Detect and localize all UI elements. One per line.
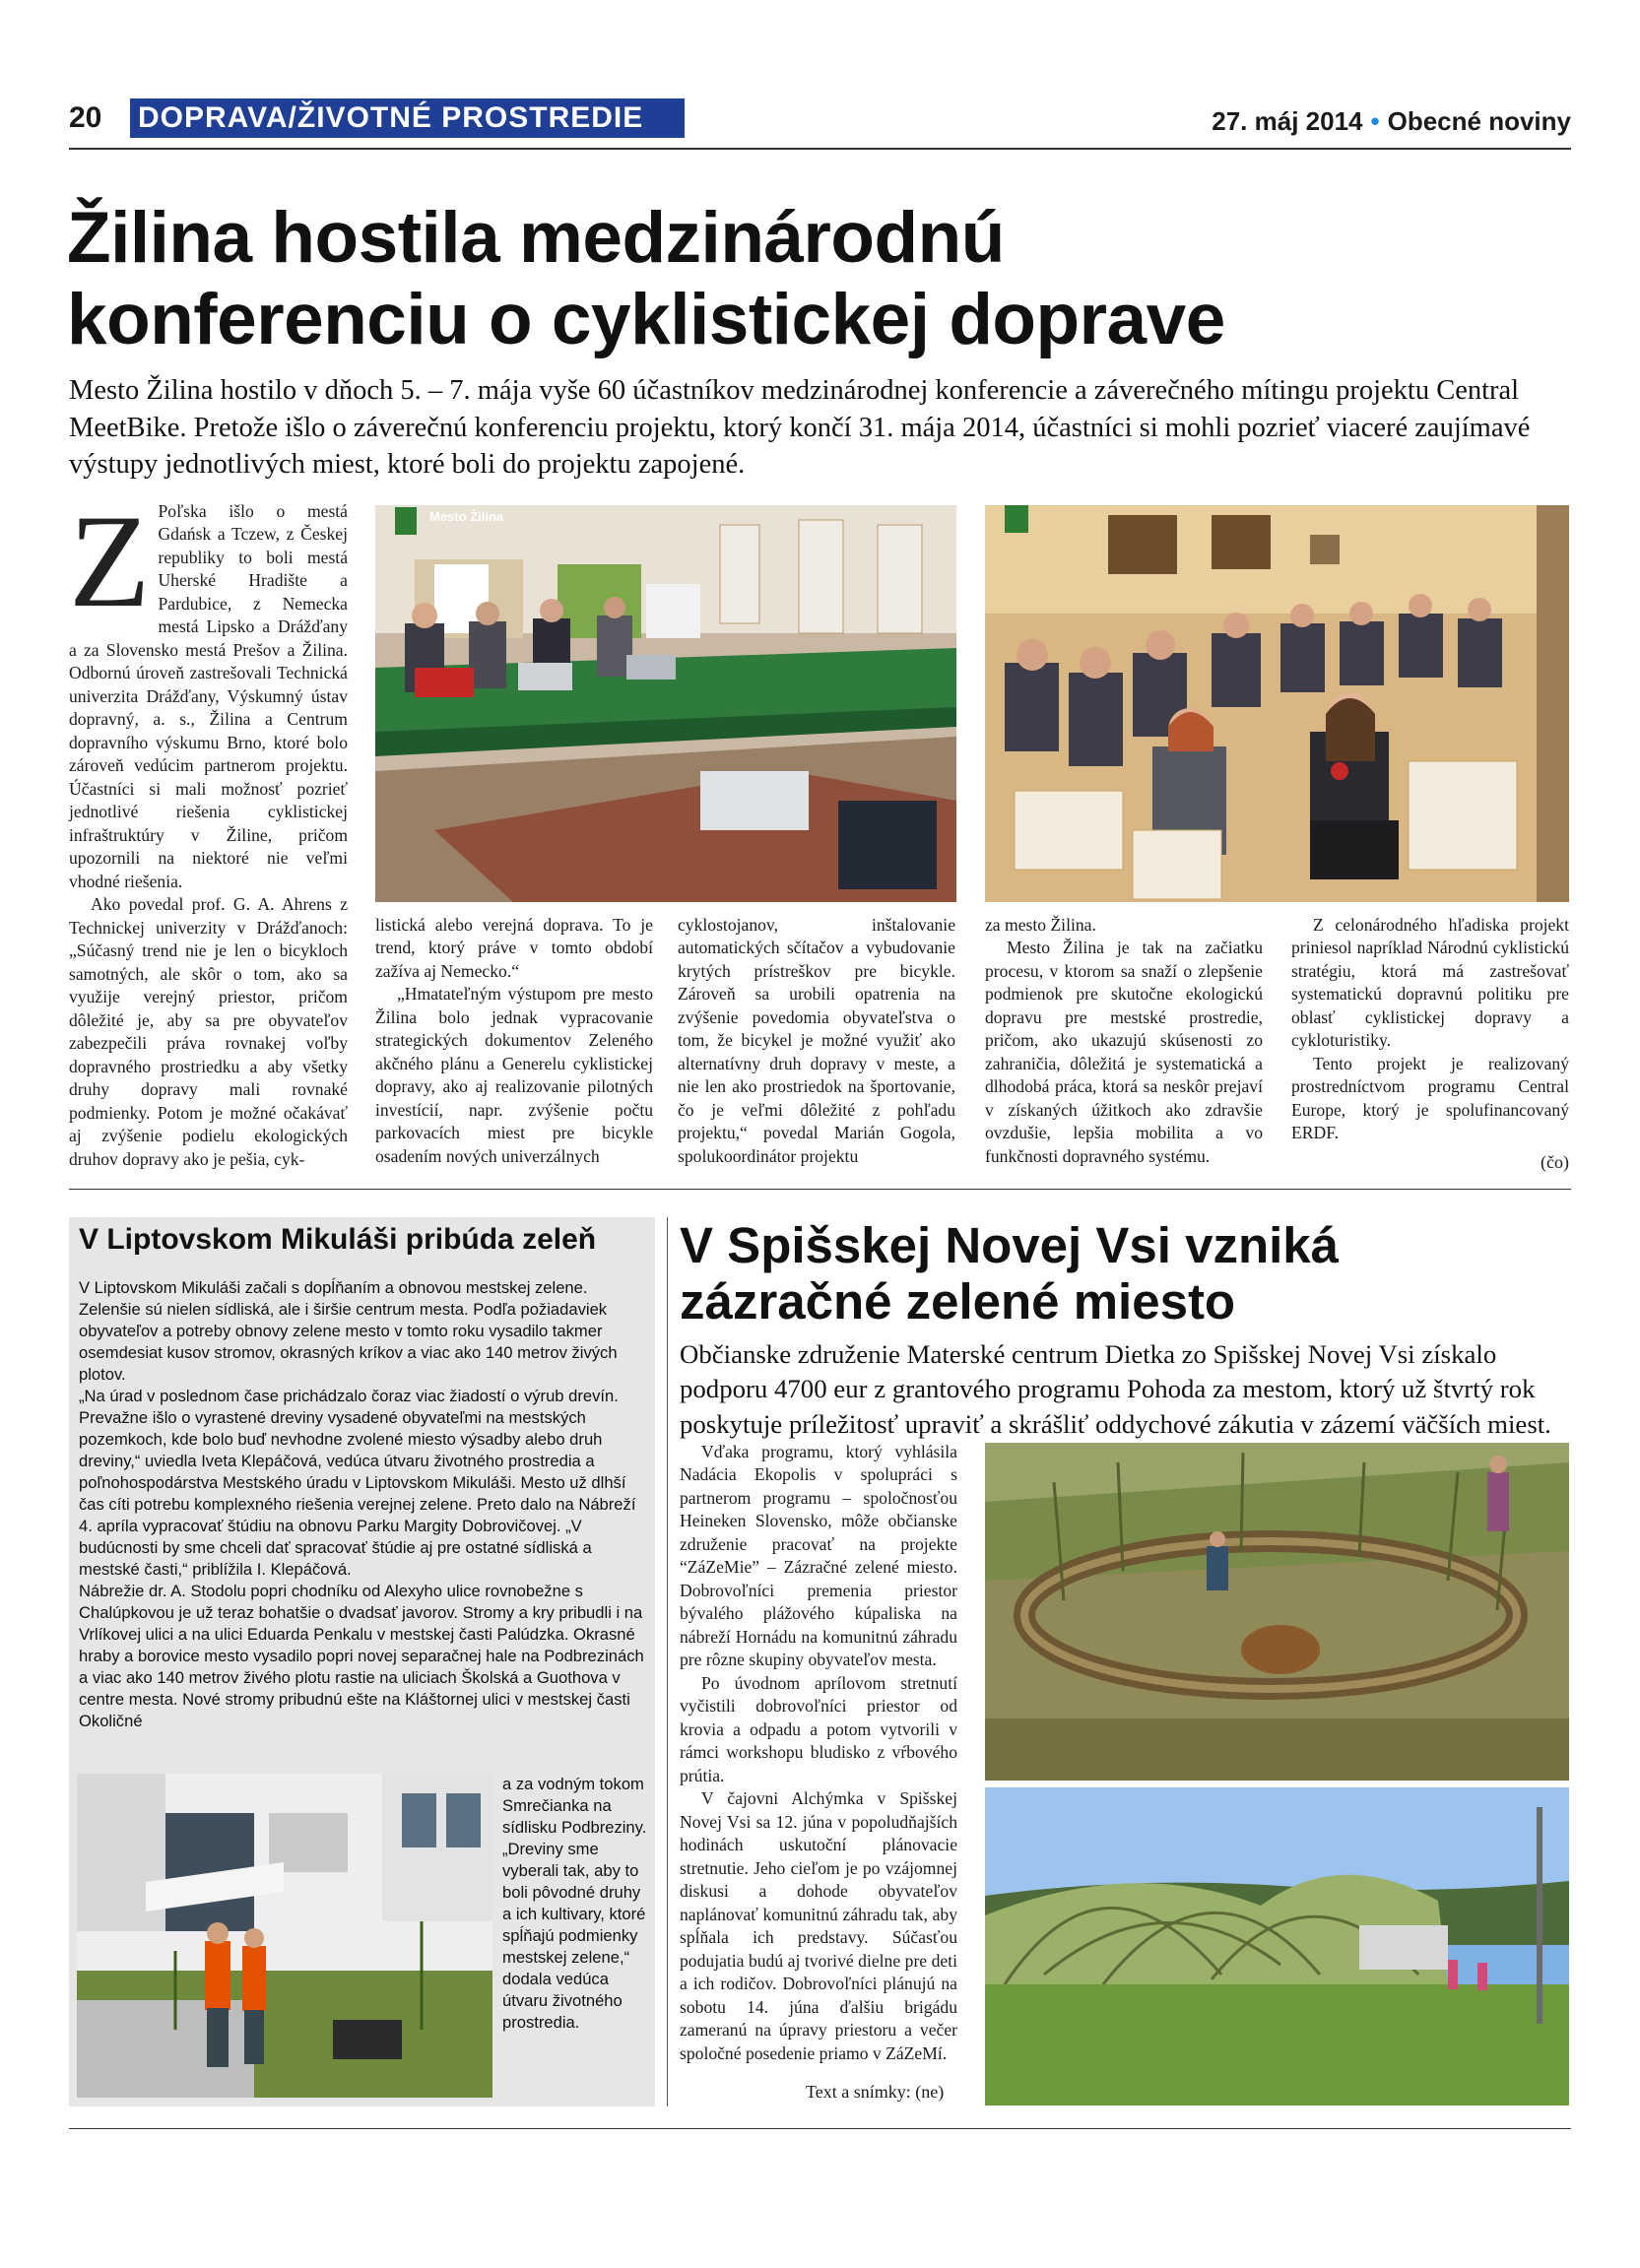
article2-credit: Text a snímky: (ne) [806, 2082, 945, 2102]
article1-column-5 [1291, 914, 1569, 1145]
willow-circle-image [985, 1443, 1569, 1781]
article2-lead: Občianske združenie Materské centrum Dietka zo Spišskej Novej Vsi získalo podporu 4700 eur z grantového programu Pohoda za mestom, ktorý už štvrtý rok poskytuje príležitosť upraviť a skrášliť oddychové zákutia v zázemí väčších miest. [680, 1339, 1551, 1439]
conference-table-image [375, 505, 956, 902]
paragraph: Poľska išlo o mestá Gdańsk a Tczew, z Českej republiky to boli mestá Uherské Hradište a Pardubice, z Nemecka mestá Lipsko a Drážďany a za Slovensko mestá Prešov a Žilina. Odbornú úroveň zastrešovali Technická univerzita Drážďany, Výskumný ústav dopravný, a. s., Žilina a Centrum dopravního výskumu Brno, ktoré bolo zároveň vedúcim partnerom projektu. Účastníci si mali možnosť pozrieť jednotlivé riešenia cyklistickej infraštruktúry v Žiline, pričom upozornili na niektoré nie veľmi vhodné riešenia. [69, 501, 348, 891]
willow-circle-photo [985, 1443, 1569, 1781]
drop-cap: Z [69, 488, 151, 635]
liptov-box [69, 1217, 655, 2106]
box-paragraph: Nábrežie dr. A. Stodolu popri chodníku od Alexyho ulice rovnobežne s Chalúpkovou je už teraz bohatšie o dvadsať javorov. Stromy a kry pribudli i na Vrlíkovej ulici a na ulici Eduarda Penkalu v mestskej časti Palúdzka. Okrasné hraby a borovice mesto vysadilo popri novej separačnej hale na Podbrezinách a viac ako 140 metrov živého plotu rastie na uliciach Školská a Guothova v centre mesta. Nové stromy pribudnú ešte na Kláštornej ulici v mestskej časti Okoličné [79, 1581, 644, 1730]
article-divider [69, 1189, 1571, 1190]
headline-line-2: konferenciu o cyklistickej doprave [67, 280, 1225, 360]
issue-date: 27. máj 2014 [1212, 106, 1363, 136]
box-paragraph: „Na úrad v poslednom čase prichádzalo čoraz viac žiadostí o výrub drevín. Prevažne išlo o vyrastené dreviny vysadené obyvateľmi na mestských pozemkoch, kde bolo buď nevhodne zvolené miesto výsadby alebo druh dreviny,“ uviedla Iveta Klepáčová, vedúca útvaru životného prostredia a poľnohospodárstva Mestského úradu v Liptovskom Mikuláši. Mesto už dlhší čas cíti potrebu komplexného riešenia verejnej zelene. Preto dalo na Nábreží 4. apríla vypracovať štúdiu na obnovu Parku Margity Dobrovičovej. „V budúcnosti by sme chceli dať spracovať štúdie aj pre ostatné sídliská a mestské časti,“ priblížila I. Klepáčová. [79, 1386, 636, 1579]
article1-headline [67, 197, 1564, 360]
gardeners-image [77, 1774, 492, 2098]
article1-column-1 [69, 488, 348, 1171]
headline-line-1: V Spišskej Novej Vsi vzniká [680, 1217, 1340, 1273]
box-text-side [502, 1774, 648, 2034]
paragraph: Ako povedal prof. G. A. Ahrens z Technickej univerzity v Drážďanoch: „Súčasný trend nie je len o bicykloch samotných, ale skôr o tom, ako sa využije verejný priestor, pričom dôležité je, aby sa pre obyvateľov zabezpečili práva rovnakej voľby dopravného prostriedku a aby všetky druhy dopravy mali rovnaké podmienky. Potom je možné očakávať aj zvýšenie podielu ekologických druhov dopravy ako je pešia, cyk- [69, 894, 348, 1169]
paragraph: Tento projekt je realizovaný prostredníctvom programu Central Europe, ktorý je spolufinancovaný ERDF. [1291, 1053, 1569, 1143]
gardeners-photo [77, 1774, 492, 2098]
article2-headline [680, 1217, 1566, 1329]
article1-column-3 [678, 914, 955, 1168]
paragraph: Mesto Žilina je tak na začiatku procesu, v ktorom sa snaží o zlepšenie podmienok pre skutočne ekologickú dopravu pre mestské prostredie, pričom, ako ukazujú skúsenosti zo zahraničia, dôležitá je systematická a dlhodobá práca, ktorá sa neskôr prejaví v získaných úžitkoch ako zdravšie ovzdušie, lepšia mobilita a vo funkčnosti dopravného systému. [985, 938, 1263, 1166]
box-text [79, 1277, 648, 1732]
paragraph: Vďaka programu, ktorý vyhlásila Nadácia Ekopolis v spolupráci s partnerom programu – spoločnosťou Heineken Slovensko, môže občianske združenie pracovať na projekte “ZáZeMie” – Zázračné zelené miesto. Dobrovoľníci premenia priestor bývalého plážového kúpaliska na nábreží Hornádu na komunitnú záhradu pre rôzne skupiny obyvateľov mesta. [680, 1442, 957, 1670]
audience-image [985, 505, 1569, 902]
paragraph: listická alebo verejná doprava. To je trend, ktorý práve v tomto období zažíva aj Nemecko.“ [375, 915, 653, 981]
box-title: V Liptovskom Mikuláši pribúda zeleň [79, 1223, 597, 1256]
headline-line-2: zázračné zelené miesto [680, 1273, 1236, 1330]
photo-sign-text: Mesto Žilina [429, 509, 504, 524]
paragraph: Z celonárodného hľadiska projekt priniesol napríklad Národnú cyklistickú stratégiu, ktorá má zastrešovať systematickú dopravnú politiku pre oblasť cyklistickej dopravy a cykloturistiky. [1291, 915, 1569, 1051]
willow-tunnel-photo [985, 1787, 1569, 2106]
article1-lead: Mesto Žilina hostilo v dňoch 5. – 7. mája vyše 60 účastníkov medzinárodnej konferencie a záverečného mítingu projektu Central MeetBike. Pretože išlo o záverečnú konferenciu projektu, ktorý končí 31. mája 2014, účastníci si mohli pozrieť viaceré zaujímavé výstupy jednotlivých miest, ktoré boli do projektu zapojené. [69, 375, 1531, 481]
paragraph: „Hmatateľným výstupom pre mesto Žilina bolo jednak vypracovanie strategických dokumentov Zeleného akčného plánu a Generelu cyklistickej dopravy, ako aj realizovanie pilotných investícií, napr. zvýšenie počtu parkovacích miest pre bicykle osadením nových univerzálnych [375, 984, 653, 1166]
publication-name: Obecné noviny [1387, 106, 1571, 136]
article1-column-4 [985, 914, 1263, 1168]
header-rule [69, 148, 1571, 150]
separator-dot: • [1370, 106, 1380, 136]
paragraph: V čajovni Alchýmka v Spišskej Novej Vsi sa 12. júna v popoludňajších hodinách uskutoční plánovacie stretnutie. Jeho cieľom je po vzájomnej diskusi a dohode obyvateľov naplánovať komunitnú záhradu tak, aby spĺňala ich predstavy. Súčasťou podujatia budú aj tvorivé dielne pre deti a ich rodičov. Dobrovoľníci plánujú na sobotu 14. júna ďalšiu brigádu zameranú na úpravy priestoru a večer spoločné posedenie priamo v ZáZeMí. [680, 1788, 957, 2063]
article2-column [680, 1441, 957, 2065]
article1-signature: (čo) [1541, 1152, 1569, 1172]
headline-line-1: Žilina hostila medzinárodnú [67, 198, 1005, 278]
box-paragraph: a za vodným tokom Smrečianka na sídlisku Podbreziny. „Dreviny sme vyberali tak, aby to boli pôvodné druhy a ich kultivary, ktoré spĺňajú podmienky mestskej zelene,“ dodala vedúca útvaru životného prostredia. [502, 1775, 647, 2032]
paragraph: za mesto Žilina. [985, 915, 1096, 935]
willow-tunnel-image [985, 1787, 1569, 2106]
article1-column-2 [375, 914, 653, 1168]
column-separator [667, 1217, 668, 2106]
audience-photo [985, 505, 1569, 902]
page-number: 20 [69, 101, 102, 134]
section-banner: DOPRAVA/ŽIVOTNÉ PROSTREDIE [130, 98, 685, 138]
paragraph: Po úvodnom aprílovom stretnutí vyčistili dobrovoľníci priestor od krovia a odpadu a potom vytvorili v rámci workshopu bludisko z vŕbového prútia. [680, 1672, 957, 1785]
dateline [1212, 106, 1571, 137]
box-paragraph: V Liptovskom Mikuláši začali s dopĺňaním a obnovou mestskej zelene. Zelenšie sú nielen sídliská, ale i širšie centrum mesta. Podľa požiadaviek obyvateľov a potreby obnovy zelene mesto v tomto roku vysadilo takmer osemdesiat kusov stromov, okrasných kríkov a viac ako 140 metrov živých plotov. [79, 1278, 618, 1384]
paragraph: cyklostojanov, inštalovanie automatických sčítačov a vybudovanie krytých prístreškov pre bicykle. Zároveň sa urobili opatrenia na zvýšenie povedomia obyvateľstva o tom, že bicykel je možné využiť ako alternatívny druh dopravy v meste, a nie len ako prostriedok na športovanie, čo je veľmi dôležité z pohľadu projektu,“ povedal Marián Gogola, spolukoordinátor projektu [678, 915, 955, 1166]
conference-table-photo [375, 505, 956, 902]
bottom-rule [69, 2128, 1571, 2129]
